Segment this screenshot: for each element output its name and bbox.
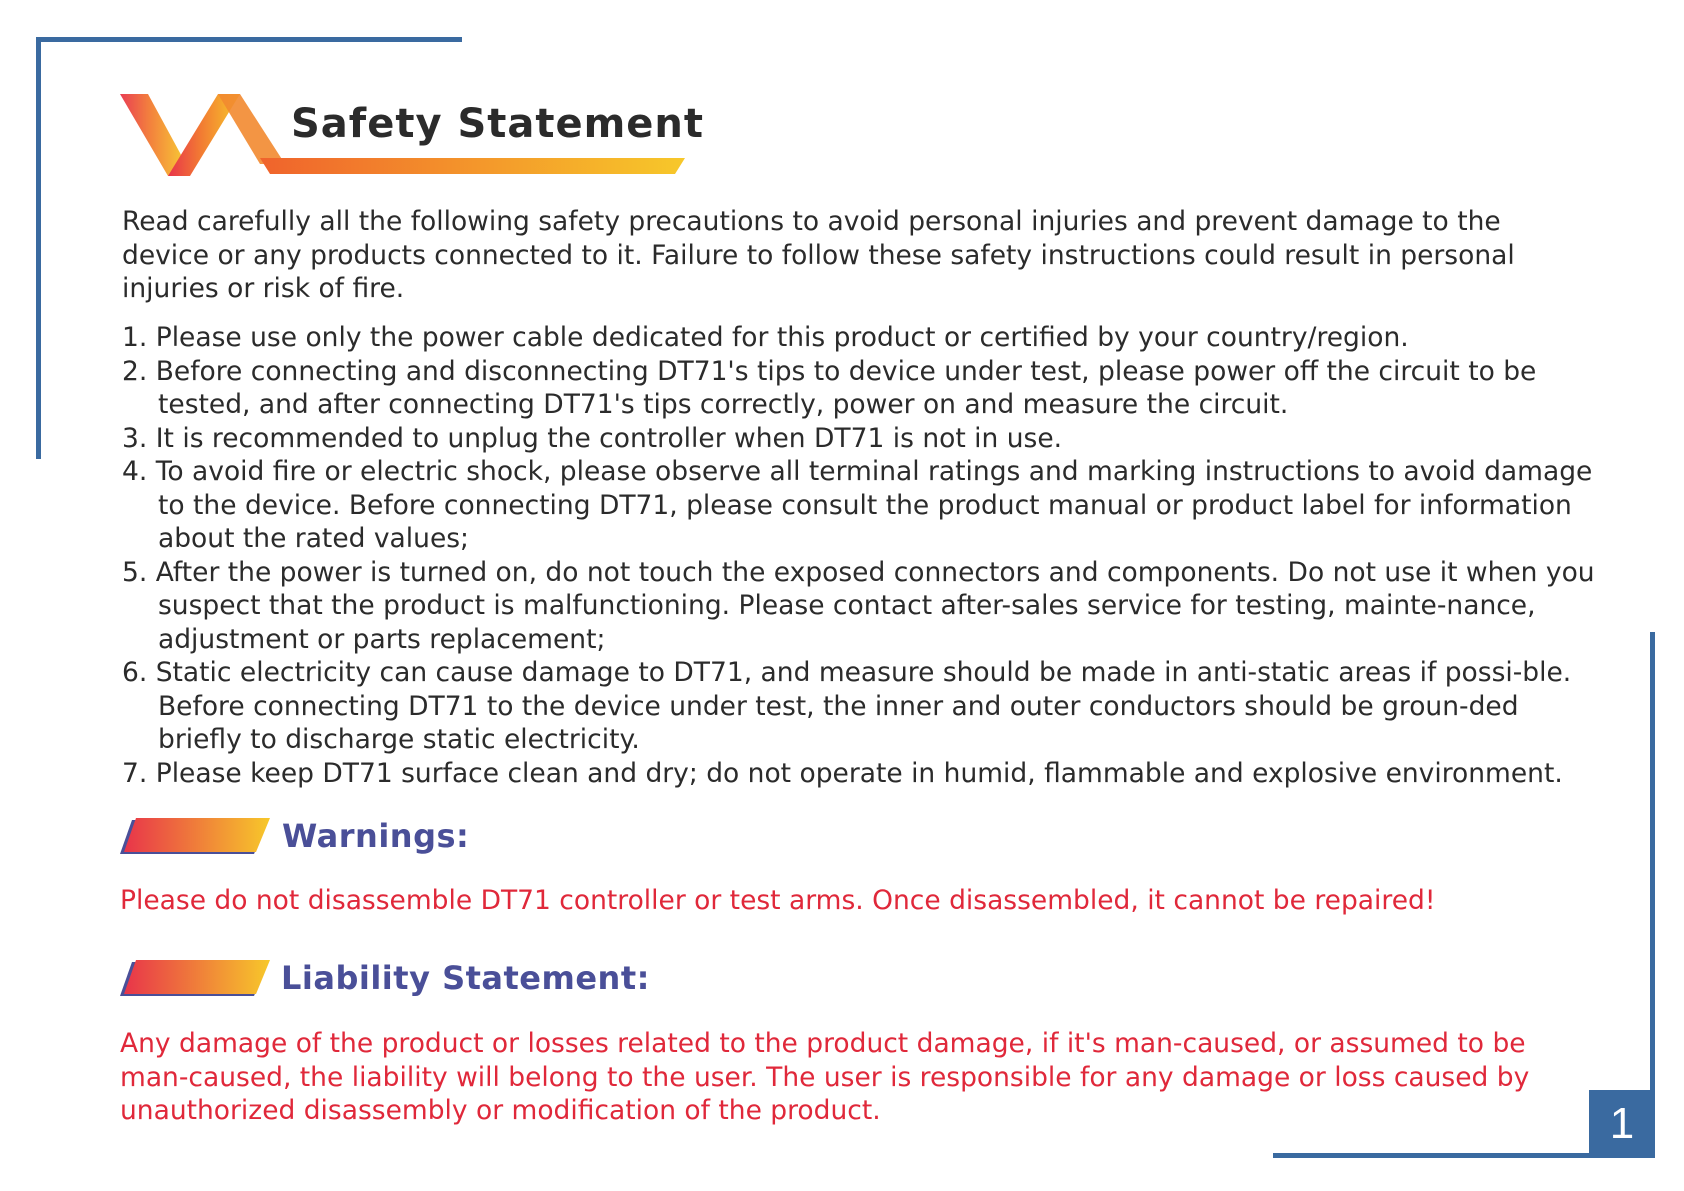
frame-left-border: [36, 37, 41, 459]
warnings-bar-icon: [120, 818, 270, 858]
precaution-item: 2. Before connecting and disconnecting DT71's tips to device under test, please power off the circuit to be tested, and after connecting DT71's tips correctly, power on and measure the circuit.: [122, 355, 1537, 420]
warnings-text: Please do not disassemble DT71 controller or test arms. Once disassembled, it cannot be repaired!: [120, 885, 1436, 916]
precaution-item: 5. After the power is turned on, do not touch the exposed connectors and components. Do not use it when you suspect that the product is malfunctioning. Please contact after-sales service for testing, mainte-nance, adjustment or parts replacement;: [122, 556, 1595, 655]
liability-text: Any damage of the product or losses related to the product damage, if it's man-caused, or assumed to be man-caused, the liability will belong to the user. The user is responsible for any damage or loss caused by unauthorized disassembly or modification of the product.: [120, 1028, 1530, 1126]
frame-right-border: [1650, 632, 1655, 1158]
precautions-list: [122, 321, 1602, 790]
page-title: Safety Statement: [291, 101, 705, 147]
warnings-heading: Warnings:: [282, 817, 470, 855]
precaution-item: 7. Please keep DT71 surface clean and dry; do not operate in humid, flammable and explosive environment.: [122, 757, 1563, 789]
precaution-item: 3. It is recommended to unplug the controller when DT71 is not in use.: [122, 422, 1063, 454]
precaution-item: 1. Please use only the power cable dedicated for this product or certified by your country/region.: [122, 322, 1409, 353]
precaution-item: 6. Static electricity can cause damage to DT71, and measure should be made in anti-static areas if possi-ble. Before connecting DT71 to the device under test, the inner and outer conductors should be groun-ded briefly to discharge static electricity.: [122, 657, 1572, 755]
liability-bar-icon: [120, 960, 270, 1000]
page-number: 1: [1589, 1090, 1655, 1158]
precaution-item: 4. To avoid fire or electric shock, please observe all terminal ratings and marking instructions to avoid damage to the device. Before connecting DT71, please consult the product manual or product label for information about the rated values;: [122, 456, 1593, 554]
liability-heading: Liability Statement:: [281, 959, 650, 997]
frame-top-border: [36, 37, 462, 42]
intro-paragraph: Read carefully all the following safety precautions to avoid personal injuries and prevent damage to the device or any products connected to it. Failure to follow these safety instructions could result in personal injuries or risk of fire.: [122, 206, 1515, 304]
